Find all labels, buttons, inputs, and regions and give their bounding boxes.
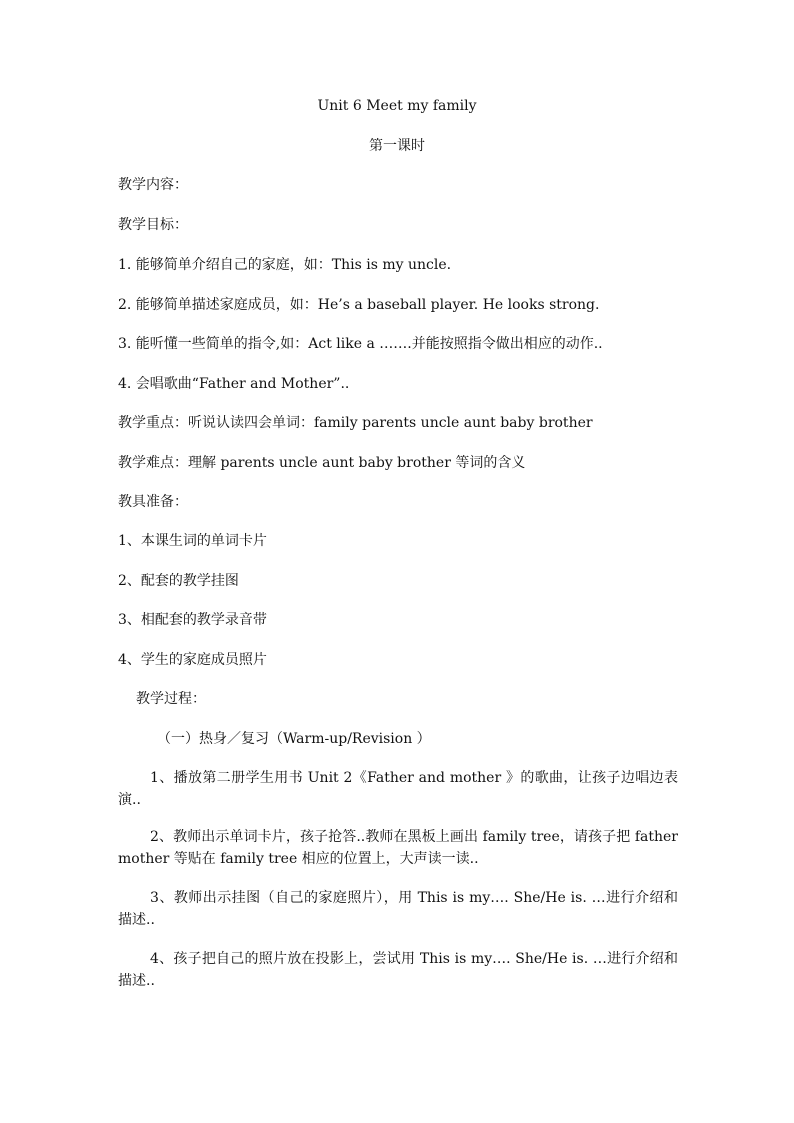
objective-item: 3. 能听懂一些简单的指令,如：Act like a …….并能按照指令做出相应的动作..	[118, 336, 603, 352]
process-step: 1、播放第二册学生用书 Unit 2《Father and mother 》的歌曲，让孩子边唱边表演..	[118, 770, 678, 808]
process-step: 3、教师出示挂图（自己的家庭照片），用 This is my…. She/He is. …进行介绍和描述..	[118, 890, 678, 928]
tool-item: 4、学生的家庭成员照片	[118, 652, 267, 668]
objective-item: 2. 能够简单描述家庭成员，如：He’s a baseball player. He looks strong.	[118, 297, 600, 313]
key-points: 教学重点：听说认读四会单词：family parents uncle aunt baby brother	[118, 415, 593, 431]
process-step: 4、孩子把自己的照片放在投影上，尝试用 This is my…. She/He is. …进行介绍和描述..	[118, 951, 678, 989]
tool-item: 2、配套的教学挂图	[118, 573, 239, 589]
objectives-label: 教学目标：	[118, 217, 188, 233]
tool-item: 1、本课生词的单词卡片	[118, 533, 267, 549]
process-label: 教学过程：	[136, 691, 206, 707]
tool-item: 3、相配套的教学录音带	[118, 612, 267, 628]
content-label: 教学内容：	[118, 177, 188, 193]
objective-item: 4. 会唱歌曲“Father and Mother”..	[118, 376, 350, 392]
tools-label: 教具准备：	[118, 494, 188, 510]
objective-item: 1. 能够简单介绍自己的家庭，如：This is my uncle.	[118, 257, 452, 273]
lesson-title: 第一课时	[369, 138, 425, 154]
process-step: 2、教师出示单词卡片，孩子抢答..教师在黑板上画出 family tree，请孩子把 father mother 等贴在 family tree 相应的位置上，大声读一读..	[118, 829, 678, 867]
section-heading: （一）热身／复习（Warm-up/Revision ）	[157, 731, 431, 747]
document-title: Unit 6 Meet my family	[317, 98, 477, 114]
teaching-difficulties: 教学难点：理解 parents uncle aunt baby brother 等词的含义	[118, 455, 526, 471]
